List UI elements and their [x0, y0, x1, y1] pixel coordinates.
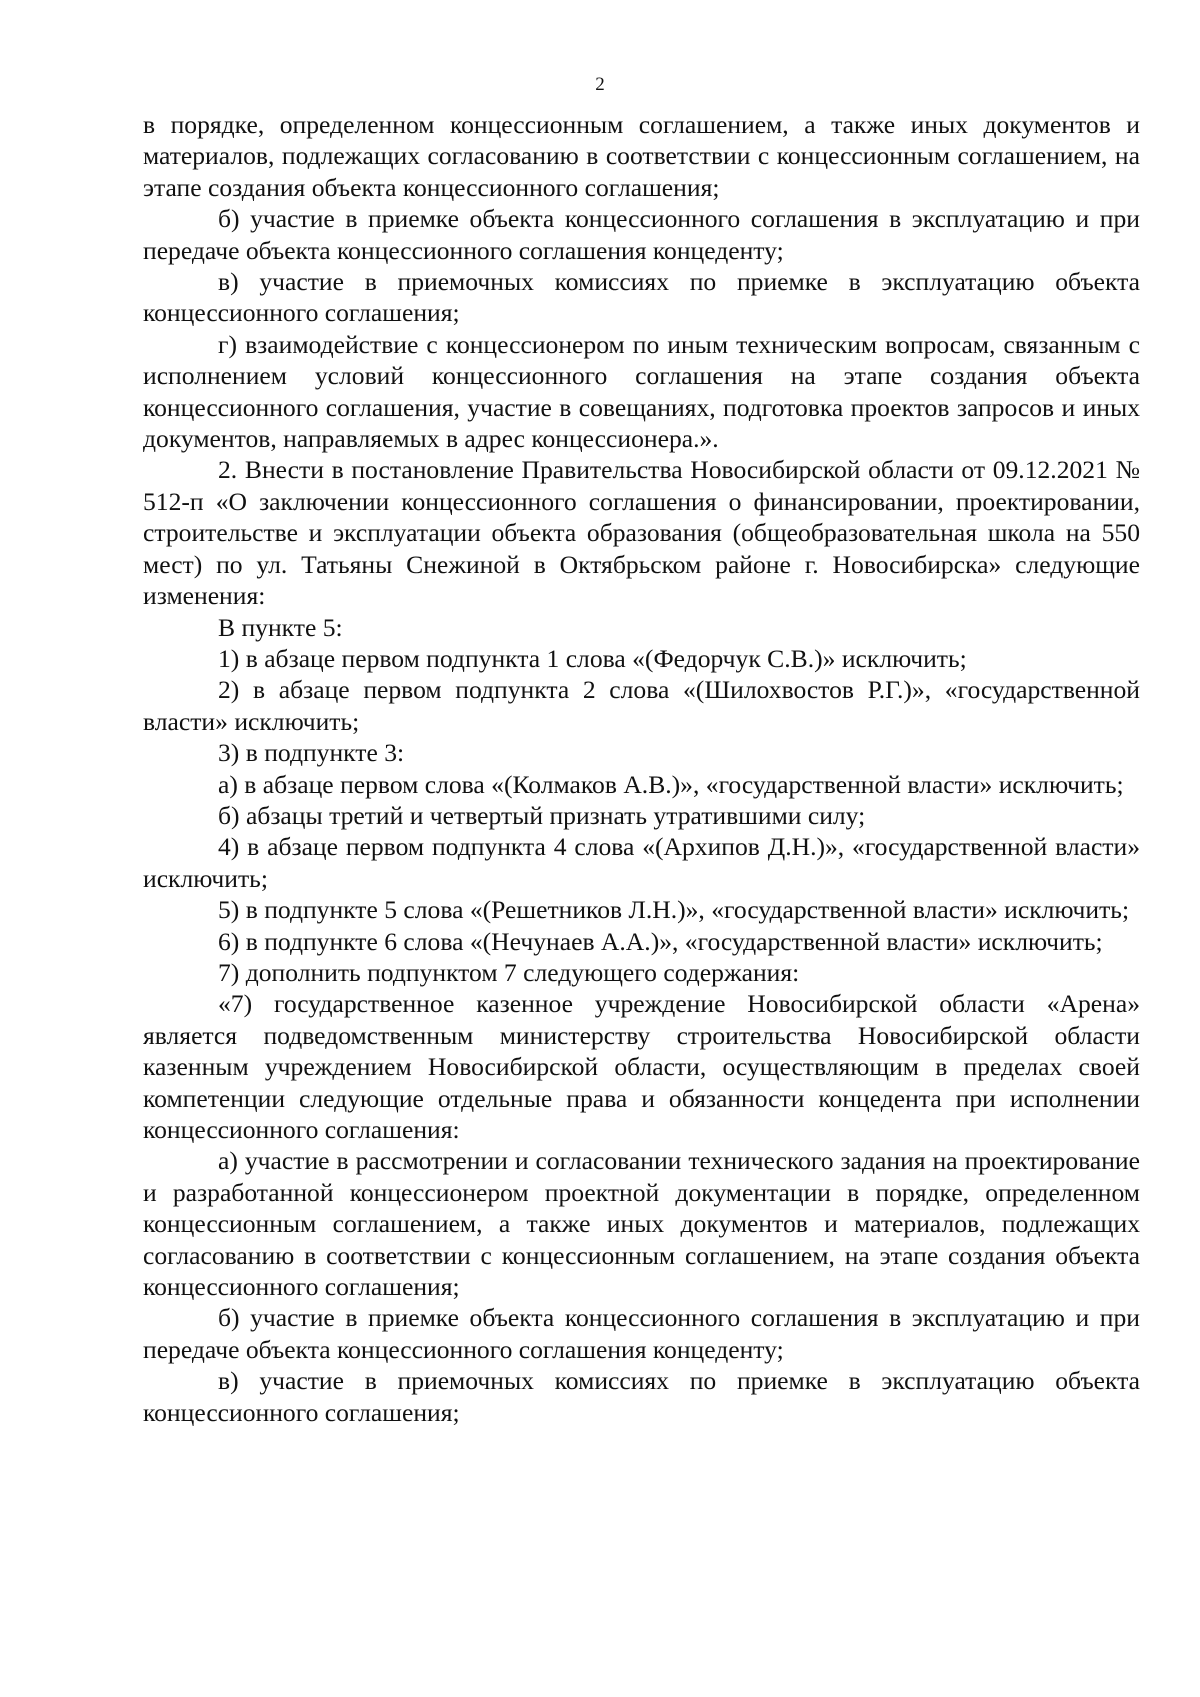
paragraph: 6) в подпункте 6 слова «(Нечунаев А.А.)», «государственной власти» исключить; — [218, 926, 1103, 956]
paragraph: в) участие в приемочных комиссиях по приемке в эксплуатацию объекта концессионного соглашения; — [143, 1366, 1140, 1427]
paragraph: б) абзацы третий и четвертый признать утратившими силу; — [218, 800, 866, 830]
paragraph: б) участие в приемке объекта концессионного соглашения в эксплуатацию и при передаче объекта концессионного соглашения концеденту; — [143, 204, 1140, 265]
paragraph: В пункте 5: — [218, 612, 343, 642]
paragraph: 1) в абзаце первом подпункта 1 слова «(Федорчук С.В.)» исключить; — [218, 643, 967, 673]
document-body — [143, 109, 1140, 1428]
paragraph: 4) в абзаце первом подпункта 4 слова «(Архипов Д.Н.)», «государственной власти» исключить; — [143, 832, 1140, 893]
paragraph: 3) в подпункте 3: — [218, 738, 405, 768]
paragraph: в порядке, определенном концессионным соглашением, а также иных документов и материалов, подлежащих согласованию в соответствии с концессионным соглашением, на этапе создания объекта концессионного соглашения; — [143, 110, 1140, 202]
paragraph: «7) государственное казенное учреждение Новосибирской области «Арена» является подведомственным министерству строительства Новосибирской области казенным учреждением Новосибирской области, осуществляющим в пределах своей компетенции следующие отдельные права и обязанности концедента при исполнении концессионного соглашения: — [143, 989, 1140, 1144]
paragraph: 5) в подпункте 5 слова «(Решетников Л.Н.)», «государственной власти» исключить; — [218, 895, 1130, 925]
paragraph: б) участие в приемке объекта концессионного соглашения в эксплуатацию и при передаче объекта концессионного соглашения концеденту; — [143, 1303, 1140, 1364]
paragraph: а) участие в рассмотрении и согласовании технического задания на проектирование и разработанной концессионером проектной документации в порядке, определенном концессионным соглашением, а также иных документов и материалов, подлежащих согласованию в соответствии с концессионным соглашением, на этапе создания объекта концессионного соглашения; — [143, 1146, 1140, 1302]
paragraph: 2) в абзаце первом подпункта 2 слова «(Шилохвостов Р.Г.)», «государственной власти» исключить; — [143, 675, 1140, 736]
paragraph: г) взаимодействие с концессионером по иным техническим вопросам, связанным с исполнением условий концессионного соглашения на этапе создания объекта концессионного соглашения, участие в совещаниях, подготовка проектов запросов и иных документов, направляемых в адрес концессионера.». — [143, 329, 1140, 454]
paragraph: а) в абзаце первом слова «(Колмаков А.В.)», «государственной власти» исключить; — [218, 769, 1124, 799]
paragraph: 7) дополнить подпунктом 7 следующего содержания: — [218, 957, 800, 987]
paragraph: в) участие в приемочных комиссиях по приемке в эксплуатацию объекта концессионного соглашения; — [143, 267, 1140, 328]
page-number: 2 — [595, 74, 605, 95]
paragraph: 2. Внести в постановление Правительства Новосибирской области от 09.12.2021 № 512-п «О заключении концессионного соглашения о финансировании, проектировании, строительстве и эксплуатации объекта образования (общеобразовательная школа на 550 мест) по ул. Татьяны Снежиной в Октябрьском районе г. Новосибирска» следующие изменения: — [143, 455, 1140, 611]
